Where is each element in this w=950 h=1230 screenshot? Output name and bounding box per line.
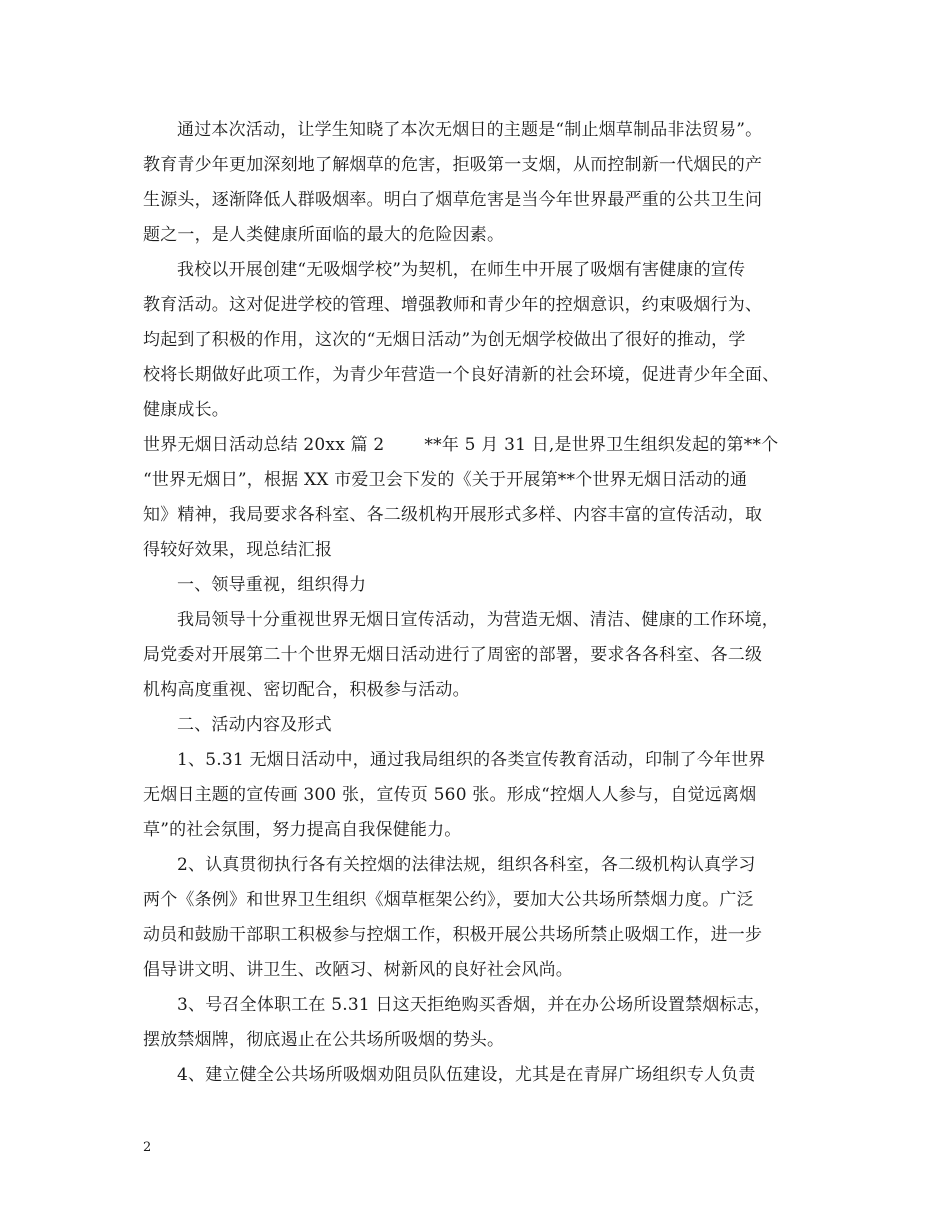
text-line: 无烟日主题的宣传画 300 张，宣传页 560 张。形成“控烟人人参与，自觉远离烟	[143, 785, 757, 805]
text-line: 通过本次活动，让学生知晓了本次无烟日的主题是“制止烟草制品非法贸易”。	[177, 120, 763, 140]
text-line: 机构高度重视、密切配合，积极参与活动。	[143, 680, 470, 700]
text-line: 倡导讲文明、讲卫生、改陋习、树新风的良好社会风尚。	[143, 960, 573, 980]
text-line: 知》精神，我局要求各科室、各二级机构开展形式多样、内容丰富的宣传活动，取	[143, 505, 763, 525]
text-line: 生源头，逐渐降低人群吸烟率。明白了烟草危害是当今年世界最严重的公共卫生问	[143, 190, 763, 210]
text-line: 1、5.31 无烟日活动中，通过我局组织的各类宣传教育活动，印制了今年世界	[177, 750, 766, 770]
subheading: 一、领导重视，组织得力	[177, 575, 367, 595]
text-line: 健康成长。	[143, 400, 229, 420]
subheading: 二、活动内容及形式	[177, 715, 332, 735]
text-line: 教育青少年更加深刻地了解烟草的危害，拒吸第一支烟，从而控制新一代烟民的产	[143, 155, 763, 175]
text-line: 草”的社会氛围，努力提高自我保健能力。	[143, 820, 462, 840]
text-line: 两个《条例》和世界卫生组织《烟草框架公约》，要加大公共场所禁烟力度。广泛	[143, 890, 754, 910]
section-heading: 世界无烟日活动总结 20xx 篇 2 **年 5 月 31 日,是世界卫生组织发起的第**个	[143, 435, 779, 455]
text-line: 摆放禁烟牌，彻底遏止在公共场所吸烟的势头。	[143, 1030, 505, 1050]
text-line: 2、认真贯彻执行各有关控烟的法律法规，组织各科室，各二级机构认真学习	[177, 855, 756, 875]
text-line: 校将长期做好此项工作，为青少年营造一个良好清新的社会环境，促进青少年全面、	[143, 365, 780, 385]
text-line: 题之一，是人类健康所面临的最大的危险因素。	[143, 225, 505, 245]
text-line: 教育活动。这对促进学校的管理、增强教师和青少年的控烟意识，约束吸烟行为、	[143, 295, 763, 315]
text-line: 得较好效果，现总结汇报	[143, 540, 333, 560]
text-line: 局党委对开展第二十个世界无烟日活动进行了周密的部署，要求各各科室、各二级	[143, 645, 763, 665]
text-line: 4、建立健全公共场所吸烟劝阻员队伍建设，尤其是在青屏广场组织专人负责	[177, 1065, 756, 1085]
text-line: 我校以开展创建“无吸烟学校”为契机，在师生中开展了吸烟有害健康的宣传	[177, 260, 746, 280]
text-line: 均起到了积极的作用，这次的“无烟日活动”为创无烟学校做出了很好的推动，学	[143, 330, 746, 350]
text-line: 动员和鼓励干部职工积极参与控烟工作，积极开展公共场所禁止吸烟工作，进一步	[143, 925, 763, 945]
text-line: “世界无烟日”，根据 XX 市爱卫会下发的《关于开展第**个世界无烟日活动的通	[143, 470, 748, 490]
text-line: 3、号召全体职工在 5.31 日这天拒绝购买香烟，并在办公场所设置禁烟标志，	[177, 995, 772, 1015]
text-line: 我局领导十分重视世界无烟日宣传活动，为营造无烟、清洁、健康的工作环境，	[177, 610, 779, 630]
page-number: 2	[143, 1140, 152, 1155]
